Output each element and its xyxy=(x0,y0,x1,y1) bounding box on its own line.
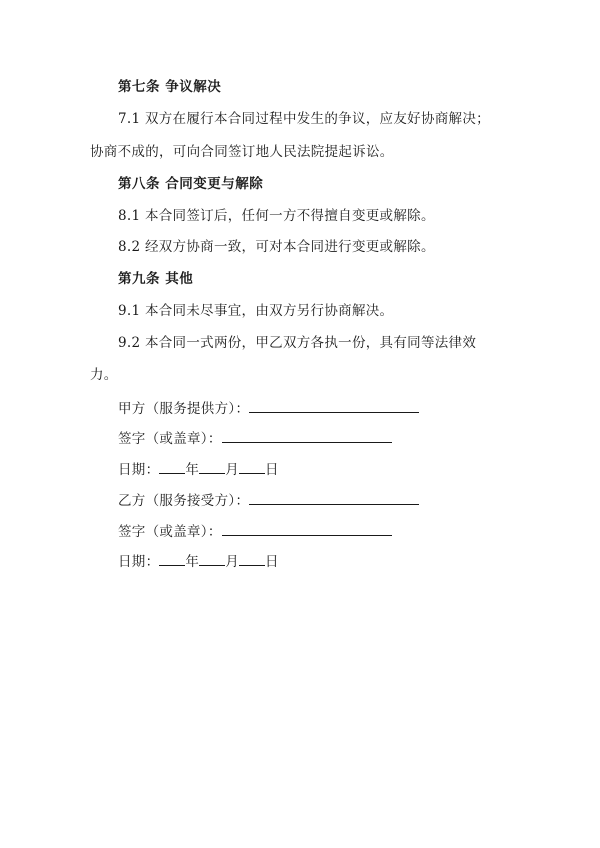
month-label: 月 xyxy=(225,554,240,570)
party-a-sign-blank[interactable] xyxy=(222,428,392,443)
clause-9-1: 9.1 本合同未尽事宜，由双方另行协商解决。 xyxy=(118,303,394,319)
party-b-day-blank[interactable] xyxy=(239,551,265,566)
party-a-label: 甲方（服务提供方）： xyxy=(118,401,250,417)
party-b-sign-line xyxy=(118,521,392,541)
clause-9-2-cont: 力。 xyxy=(90,367,118,383)
party-b-blank[interactable] xyxy=(249,490,419,505)
party-b-date-line xyxy=(118,551,279,571)
party-a-year-blank[interactable] xyxy=(159,459,185,474)
clause-7-1: 7.1 双方在履行本合同过程中发生的争议，应友好协商解决； xyxy=(118,111,490,127)
month-label: 月 xyxy=(225,462,240,478)
party-a-month-blank[interactable] xyxy=(199,459,225,474)
party-a-day-blank[interactable] xyxy=(239,459,265,474)
party-b-date-label: 日期： xyxy=(118,554,160,570)
party-b-label: 乙方（服务接受方）： xyxy=(118,493,250,509)
party-b-month-blank[interactable] xyxy=(199,551,225,566)
section-7-heading: 第七条 争议解决 xyxy=(118,79,222,95)
day-label: 日 xyxy=(265,462,279,478)
party-b-line xyxy=(118,490,419,510)
clause-8-2: 8.2 经双方协商一致，可对本合同进行变更或解除。 xyxy=(118,239,435,255)
clause-9-2: 9.2 本合同一式两份，甲乙双方各执一份，具有同等法律效 xyxy=(118,335,477,351)
section-8-heading: 第八条 合同变更与解除 xyxy=(118,176,264,192)
day-label: 日 xyxy=(265,554,279,570)
clause-8-1: 8.1 本合同签订后，任何一方不得擅自变更或解除。 xyxy=(118,208,435,224)
year-label: 年 xyxy=(185,462,200,478)
section-9-heading: 第九条 其他 xyxy=(118,271,194,287)
party-a-date-line xyxy=(118,459,279,479)
party-a-sign-line xyxy=(118,428,392,448)
party-a-line xyxy=(118,398,419,418)
party-b-sign-blank[interactable] xyxy=(222,521,392,536)
clause-7-1-cont: 协商不成的，可向合同签订地人民法院提起诉讼。 xyxy=(90,144,394,160)
party-b-year-blank[interactable] xyxy=(159,551,185,566)
party-b-sign-label: 签字（或盖章）： xyxy=(118,524,222,540)
party-a-date-label: 日期： xyxy=(118,462,160,478)
party-a-sign-label: 签字（或盖章）： xyxy=(118,431,222,447)
party-a-blank[interactable] xyxy=(249,398,419,413)
year-label: 年 xyxy=(185,554,200,570)
